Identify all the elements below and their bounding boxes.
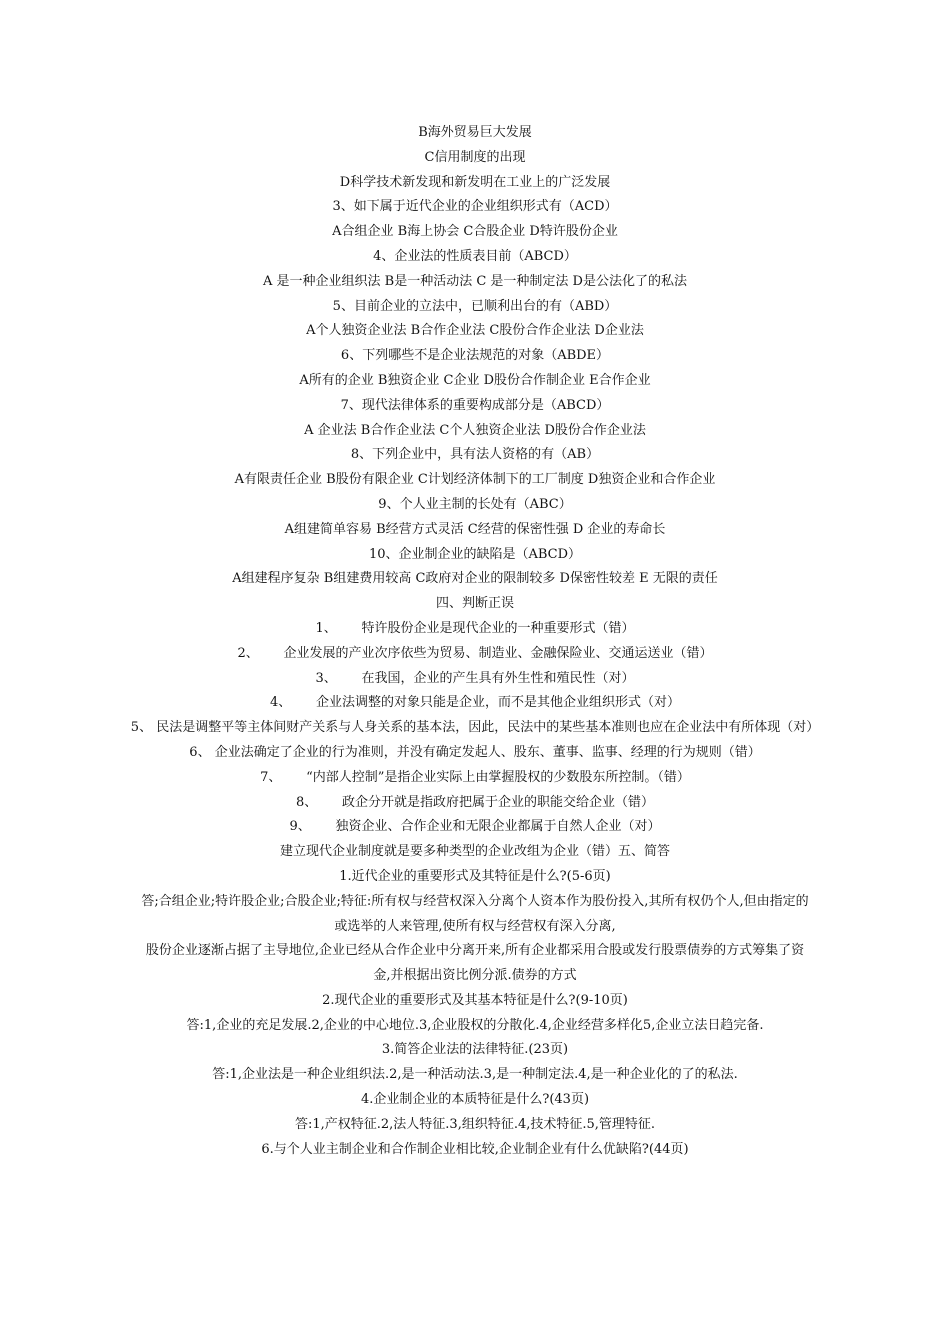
short-answer-q6: 6.与个人业主制企业和合作制企业相比较,企业制企业有什么优缺陷?(44页): [261, 1141, 689, 1157]
options-10: A组建程序复杂 B组建费用较高 C政府对企业的限制较多 D保密性较差 E 无限的责任: [232, 571, 718, 587]
judgement-4: 4、 企业法调整的对象只能是企业，而不是其他企业组织形式（对）: [269, 695, 681, 711]
judgement-6: 6、 企业法确定了企业的行为准则，并没有确定发起人、股东、董事、监事、经理的行为规则（错）: [189, 744, 761, 760]
question-8: 8、下列企业中，具有法人资格的有（AB）: [350, 447, 600, 463]
text-line: B海外贸易巨大发展: [418, 125, 532, 140]
judgement-7: 7、 “内部人控制”是指企业实际上由掌握股权的少数股东所控制。（错）: [260, 769, 690, 785]
options-4: A 是一种企业组织法 B是一种活动法 C 是一种制定法 D是公法化了的私法: [263, 273, 687, 289]
short-answer-a1: 答;合组企业;特许股企业;合股企业;特征:所有权与经营权深入分离个人资本作为股份投入,其所有权仍个人,但由指定的或选举的人来管理,使所有权与经营权有深入分离,: [141, 893, 809, 934]
options-6: A所有的企业 B独资企业 C企业 D股份合作制企业 E合作企业: [299, 372, 651, 388]
judgement-9: 9、 独资企业、合作企业和无限企业都属于自然人企业（对）: [289, 819, 661, 835]
judgement-8: 8、 政企分开就是指政府把属于企业的职能交给企业（错）: [295, 794, 655, 810]
question-3: 3、如下属于近代企业的企业组织形式有（ACD）: [332, 199, 618, 215]
short-answer-q3: 3.简答企业法的法律特征.(23页): [381, 1042, 569, 1058]
text-line: D科学技术新发现和新发明在工业上的广泛发展: [339, 174, 611, 190]
section-heading-4: 四、判断正误: [435, 596, 514, 612]
options-5: A个人独资企业法 B合作企业法 C股份合作企业法 D企业法: [306, 323, 644, 339]
document-page: [0, 121, 950, 1162]
question-7: 7、现代法律体系的重要构成部分是（ABCD）: [340, 397, 610, 413]
options-8: A有限责任企业 B股份有限企业 C计划经济体制下的工厂制度 D独资企业和合作企业: [234, 472, 716, 488]
short-answer-a2: 答:1,企业的充足发展.2,企业的中心地位.3,企业股权的分散化.4,企业经营多样化5,企业立法日趋完备.: [186, 1017, 764, 1033]
question-6: 6、下列哪些不是企业法规范的对象（ABDE）: [340, 348, 610, 364]
short-answer-q1: 1.近代企业的重要形式及其特征是什么?(5-6页): [339, 868, 611, 884]
question-9: 9、个人业主制的长处有（ABC）: [378, 496, 572, 512]
short-answer-q2: 2.现代企业的重要形式及其基本特征是什么?(9-10页): [322, 992, 628, 1008]
options-9: A组建简单容易 B经营方式灵活 C经营的保密性强 D 企业的寿命长: [284, 521, 666, 537]
judgement-3: 3、 在我国，企业的产生具有外生性和殖民性（对）: [315, 670, 635, 686]
question-5: 5、目前企业的立法中，已顺利出台的有（ABD）: [332, 298, 618, 314]
short-answer-a1-cont: 股份企业逐渐占据了主导地位,企业已经从合作企业中分离开来,所有企业都采用合股或发行股票债券的方式筹集了资金,并根据出资比例分派.债券的方式: [145, 943, 805, 984]
judgement-1: 1、 特许股份企业是现代企业的一种重要形式（错）: [315, 620, 635, 636]
text-line: C信用制度的出现: [424, 149, 526, 165]
question-10: 10、企业制企业的缺陷是（ABCD）: [368, 546, 582, 562]
judgement-5: 5、 民法是调整平等主体间财产关系与人身关系的基本法，因此，民法中的某些基本准则也应在企业法中有所体现（对）: [130, 720, 820, 736]
short-answer-a3: 答:1,企业法是一种企业组织法.2,是一种活动法.3,是一种制定法.4,是一种企业化的了的私法.: [212, 1067, 738, 1083]
judgement-10: 建立现代企业制度就是要多种类型的企业改组为企业（错）五、简答: [279, 844, 670, 860]
judgement-2: 2、 企业发展的产业次序依些为贸易、制造业、金融保险业、交通运送业（错）: [237, 645, 713, 661]
short-answer-a4: 答:1,产权特征.2,法人特征.3,组织特征.4,技术特征.5,管理特征.: [294, 1116, 656, 1132]
short-answer-q4: 4.企业制企业的本质特征是什么?(43页): [360, 1092, 590, 1108]
question-4: 4、企业法的性质表目前（ABCD）: [373, 248, 577, 264]
options-3: A合组企业 B海上协会 C合股企业 D特许股份企业: [332, 224, 618, 240]
options-7: A 企业法 B合作企业法 C个人独资企业法 D股份合作企业法: [304, 422, 646, 438]
